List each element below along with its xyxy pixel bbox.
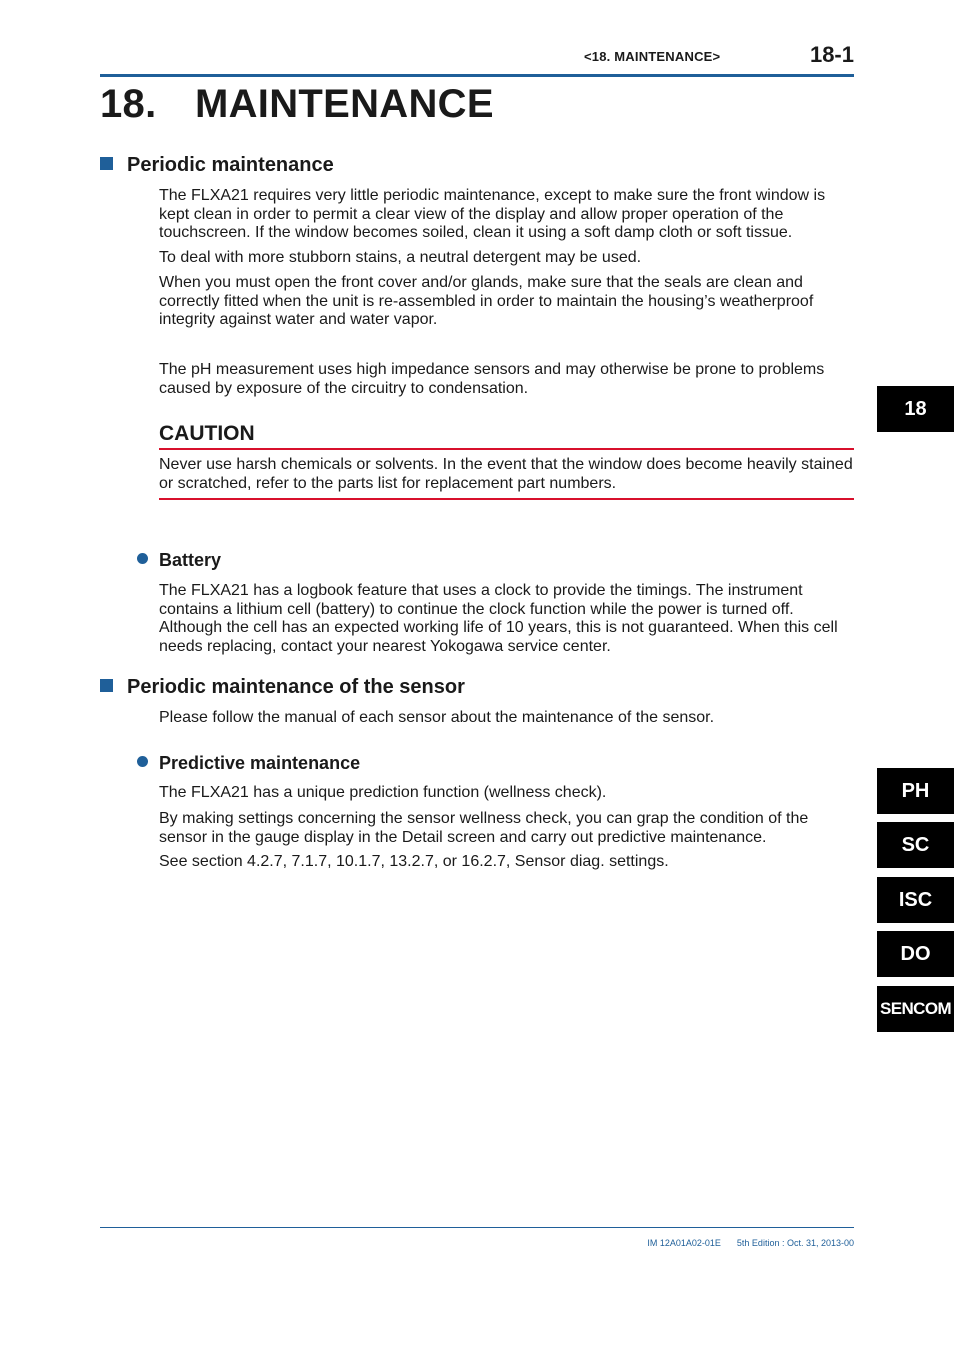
caution-text: Never use harsh chemicals or solvents. In the event that the window does become heavily stained or scratched, refer to the parts list for replacement part numbers. (159, 456, 853, 492)
paragraph: The FLXA21 has a unique prediction function (wellness check). (159, 784, 607, 801)
battery-heading (137, 550, 221, 571)
side-tab-isc[interactable]: ISC (877, 877, 954, 923)
subsection-title: Battery (159, 550, 222, 570)
caution-title: CAUTION (159, 422, 255, 445)
side-tab-chapter-18[interactable]: 18 (877, 386, 954, 432)
footer (647, 1238, 854, 1248)
paragraph: See section 4.2.7, 7.1.7, 10.1.7, 13.2.7, or 16.2.7, Sensor diag. settings. (159, 853, 669, 870)
circle-bullet-icon (137, 553, 148, 564)
section-title: Periodic maintenance of the sensor (127, 676, 465, 698)
page-number: 18-1 (809, 42, 854, 67)
subsection-title: Predictive maintenance (159, 753, 361, 773)
footer-edition: 5th Edition : Oct. 31, 2013-00 (736, 1238, 854, 1248)
chapter-title (100, 82, 494, 127)
header-divider (100, 74, 854, 77)
side-tab-ph[interactable]: PH (877, 768, 954, 814)
caution-top-rule (159, 448, 854, 450)
paragraph: When you must open the front cover and/or glands, make sure that the seals are clean and correctly fitted when the unit is re-assembled in order to maintain the housing’s weatherproof integrity against water and water vapor. (159, 274, 814, 329)
side-tab-do[interactable]: DO (877, 931, 954, 977)
side-tab-sc[interactable]: SC (877, 822, 954, 868)
footer-divider (100, 1227, 854, 1228)
paragraph: The pH measurement uses high impedance sensors and may otherwise be prone to problems caused by exposure of the circuitry to condensation. (159, 361, 825, 397)
predictive-maintenance-heading (137, 753, 360, 774)
square-bullet-icon (100, 679, 113, 692)
square-bullet-icon (100, 157, 113, 170)
running-head: <18. MAINTENANCE> (584, 49, 721, 64)
footer-doc-id: IM 12A01A02-01E (647, 1238, 721, 1248)
section-periodic-maintenance-heading (100, 154, 334, 177)
paragraph: Please follow the manual of each sensor about the maintenance of the sensor. (159, 709, 715, 726)
paragraph: The FLXA21 requires very little periodic maintenance, except to make sure the front window is kept clean in order to permit a clear view of the display and allow proper operation of the touchscreen. If the window becomes soiled, clean it using a soft damp cloth or soft tissue. (159, 187, 826, 242)
section-sensor-maintenance-heading (100, 676, 465, 699)
paragraph: By making settings concerning the sensor wellness check, you can grap the condition of the sensor in the gauge display in the Detail screen and carry out predictive maintenance. (159, 810, 809, 846)
chapter-number: 18. (100, 82, 157, 126)
chapter-title-text: MAINTENANCE (195, 82, 494, 126)
paragraph: To deal with more stubborn stains, a neutral detergent may be used. (159, 249, 642, 266)
caution-bottom-rule (159, 498, 854, 500)
battery-paragraph: The FLXA21 has a logbook feature that uses a clock to provide the timings. The instrument contains a lithium cell (battery) to continue the clock function while the power is turned off. Although the cell has an expected working life of 10 years, this is not guaranteed. When this cell needs replacing, contact your nearest Yokogawa service center. (159, 582, 838, 655)
side-tab-sencom[interactable]: SENCOM (877, 986, 954, 1032)
circle-bullet-icon (137, 756, 148, 767)
section-title: Periodic maintenance (127, 154, 334, 176)
